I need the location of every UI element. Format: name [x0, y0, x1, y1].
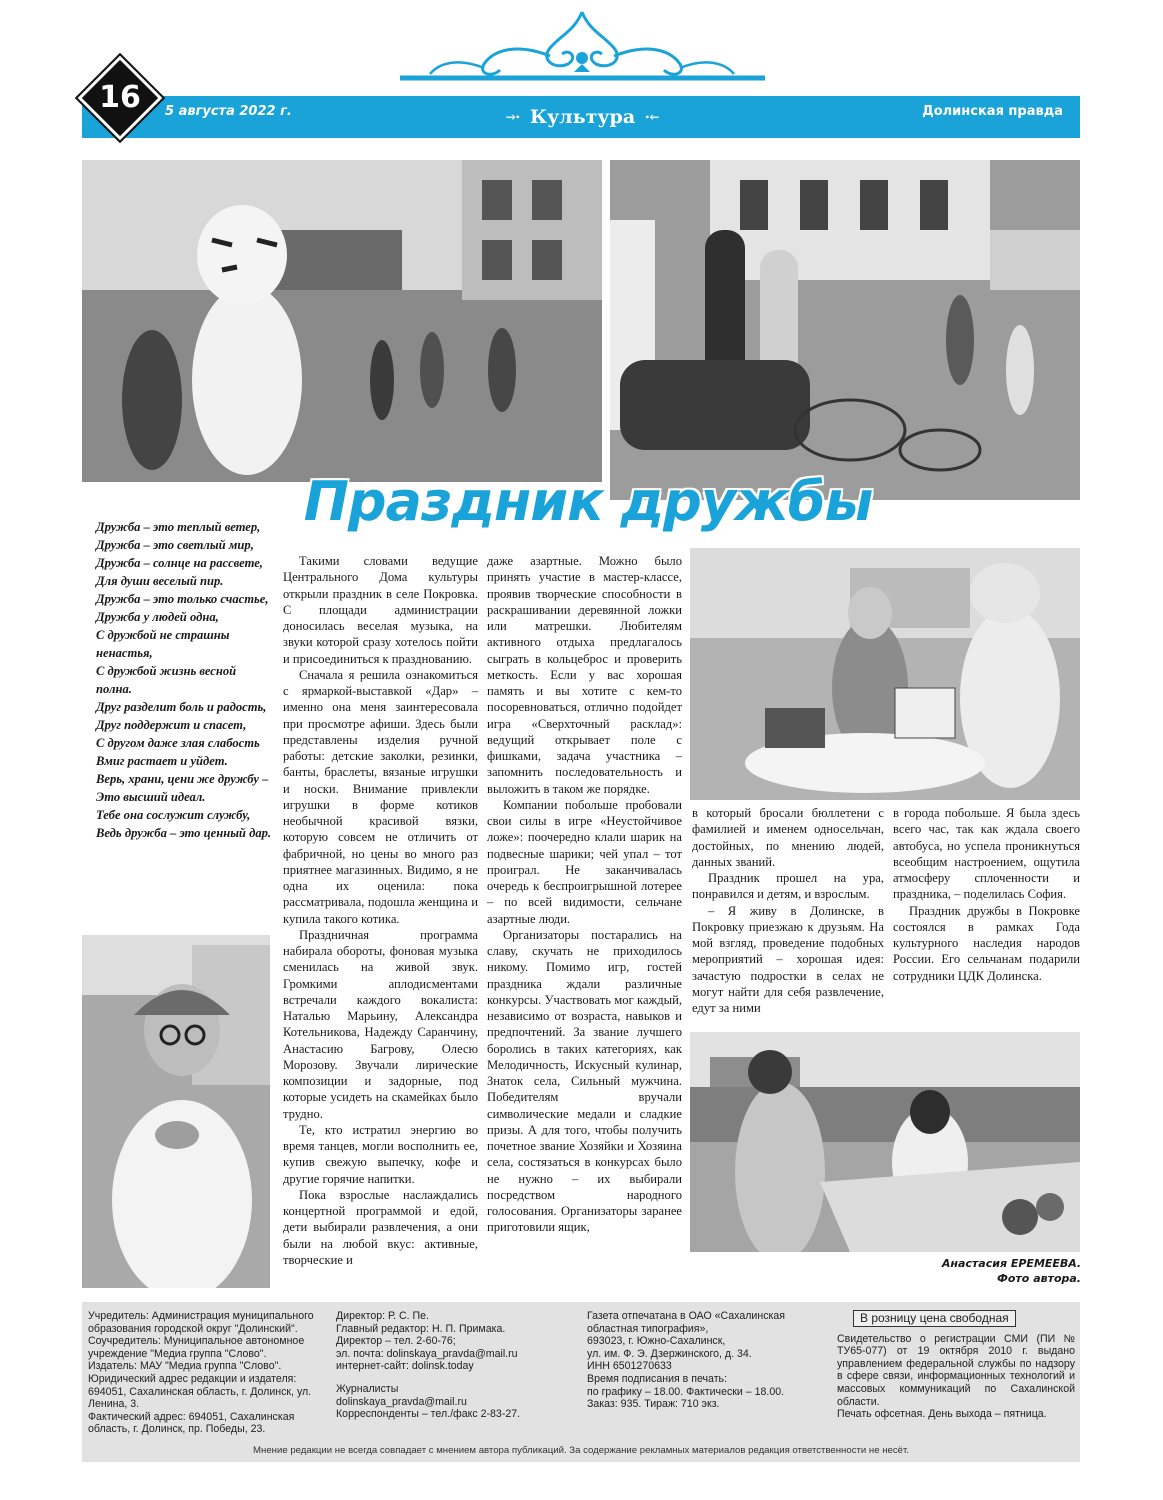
article-paragraph: Сначала я решила ознакомиться с ярмаркой-выставкой «Дар» – именно она меня заинтересовала при просмотре афиши. Здесь были представлены изделия ручной работы: детские заколки, резинки, банты, браслеты, вязаные игрушки и носки. Внимание привлекли игрушки в форме котиков необычной красивой вязки, которую совсем не отличить от фабричной, но цены во много раз приятнее магазинных. Видимо, я не одна их оценила: пока рассматривала, подошла женщина и купила такого котика.	[283, 667, 478, 926]
article-paragraph: Праздник дружбы в Покровке состоялся в рамках Года культурного наследия народов России. Его сельчанам подарили сотрудники ЦДК Долинска.	[893, 903, 1080, 983]
page-number-badge	[78, 56, 162, 140]
poem	[96, 518, 274, 842]
headline: Праздник дружбы	[303, 470, 873, 533]
imprint-line: Газета отпечатана в ОАО «Сахалинская областная типография»,	[587, 1310, 785, 1335]
article-paragraph: даже азартные. Можно было принять участие в мастер-классе, проявив творческие способности в раскрашивании деревянной ложки или матрешки. Любителям активного отдыха предлагалось сыграть в кольцеброс и проверить меткость. Если у вас хорошая память и вы хотите с кем-то посоревноваться, отлично подойдет игра «Сверхточный расклад»: ведущий открывает поле с фишками, задача участника – запомнить последовательность и выложить в таком же порядке.	[487, 554, 682, 796]
article-paragraph: Такими словами ведущие Центрального Дома культуры открыли праздник в селе Покровка. С площади администрации доносилась веселая музыка, на звуки которой сразу хотелось пойти и присоединиться к празднованию.	[283, 554, 478, 666]
article-column-4	[893, 805, 1080, 984]
photo-inflatable-game	[610, 160, 1080, 500]
right-ornament-icon: •⇜	[645, 109, 660, 124]
imprint-line: по графику – 18.00. Фактически – 18.00.	[587, 1385, 785, 1398]
poem-line: Верь, храни, цени же дружбу –	[96, 772, 269, 786]
author-name: Анастасия ЕРЕМЕЕВА.	[941, 1257, 1081, 1270]
section-label	[475, 98, 690, 136]
poem-line: Друг поддержит и спасет,	[96, 718, 247, 732]
imprint-line: Печать офсетная. День выхода – пятница.	[837, 1408, 1047, 1421]
article-paragraph: Пока взрослые наслаждались концертной программой и едой, дети выбирали развлечения, а они были на любой вкус: активные, творческие и	[283, 1187, 478, 1267]
article-column-3	[692, 805, 884, 1016]
article-column-1	[283, 553, 478, 1268]
imprint-line: Учредитель: Администрация муниципального образования городской округ "Долинский".	[88, 1310, 314, 1335]
imprint-line: ИНН 6501270633	[587, 1360, 672, 1373]
poem-line: Ведь дружба – это ценный дар.	[96, 826, 272, 840]
poem-line: Это высший идеал.	[96, 790, 206, 804]
article-paragraph: в города побольше. Я была здесь всего час, так как ждала своего автобуса, но успела проникнуться всеобщим настроением, ощутила атмосферу сплоченности и праздника, – поделилась София.	[893, 806, 1080, 902]
imprint-line: Соучредитель: Муниципальное автономное учреждение "Медиа группа "Слово".	[88, 1335, 305, 1360]
poem-line: Дружба – солнце на рассвете,	[96, 556, 263, 570]
left-ornament-icon: ⇝•	[505, 109, 520, 124]
section-title: Культура	[529, 106, 636, 128]
price-box: В розницу цена свободная	[853, 1310, 1016, 1327]
poem-line: Для души веселый пир.	[96, 574, 224, 588]
disclaimer: Мнение редакции не всегда совпадает с мнением автора публикаций. За содержание рекламных материалов редакция ответственности не несёт.	[253, 1445, 909, 1457]
poem-line: С дружбой не страшны ненастья,	[96, 628, 230, 660]
article-paragraph: Праздничная программа набирала обороты, фоновая музыка сменилась на живой звук. Громкими аплодисментами встречали каждого вокалиста: Наталью Марьину, Александра Котельникова, Надежду Саранчину, Анастасию Багрову, Олесю Морозову. Звучали лирические композиции и задорные, под которые усидеть на скамейках было трудно.	[283, 927, 478, 1121]
imprint-column-4	[837, 1310, 1075, 1421]
imprint-line: Журналисты	[336, 1382, 399, 1395]
poem-line: Тебе она сослужит службу,	[96, 808, 251, 822]
photo-crafts-market	[690, 1032, 1080, 1252]
poem-line: Дружба – это светлый мир,	[96, 538, 254, 552]
imprint-line: 693023, г. Южно-Сахалинск,	[587, 1335, 726, 1348]
poem-line: Дружба у людей одна,	[96, 610, 219, 624]
imprint-column-3	[587, 1310, 825, 1411]
article-paragraph: Те, кто истратил энергию во время танцев, могли восполнить ее, купив свежую выпечку, кофе и другие горячие напитки.	[283, 1122, 478, 1186]
imprint-line: Директор: Р. С. Пе.	[336, 1310, 429, 1322]
imprint-line: dolinskaya_pravda@mail.ru	[336, 1395, 467, 1408]
photo-credit: Фото автора.	[996, 1272, 1081, 1285]
poem-line: Дружба – это теплый ветер,	[96, 520, 261, 534]
imprint-column-1	[88, 1310, 328, 1436]
imprint-line: ул. им. Ф. Э. Дзержинского, д. 34.	[587, 1347, 752, 1360]
article-paragraph: – Я живу в Долинске, в Покровку приезжаю к друзьям. На мой взгляд, проведение подобных мероприятий – хорошая идея: зачастую подростки в селах не могут найти для себя развлечение, едут за ними	[692, 903, 884, 1015]
poem-line: Дружба – это только счастье,	[96, 592, 269, 606]
article-column-2	[487, 553, 682, 1236]
imprint-line: эл. почта: dolinskaya_pravda@mail.ru	[336, 1347, 518, 1360]
newspaper-name: Долинская правда	[922, 104, 1063, 119]
article-paragraph: в который бросали бюллетени с фамилией и именем односельчан, достойных, по мнению людей, данных званий.	[692, 806, 884, 869]
page-number: 16	[99, 80, 141, 115]
poem-line: С дружбой жизнь весной полна.	[96, 664, 237, 696]
imprint-line: Главный редактор: Н. П. Примака.	[336, 1322, 506, 1335]
imprint-line: Издатель: МАУ "Медиа группа "Слово".	[88, 1360, 282, 1373]
photo-fair-table	[690, 548, 1080, 800]
poem-line: С другом даже злая слабость	[96, 736, 260, 750]
imprint-line: Время подписания в печать:	[587, 1372, 728, 1385]
imprint-block	[82, 1302, 1080, 1462]
imprint-line: Фактический адрес: 694051, Сахалинская область, г. Долинск, пр. Победы, 23.	[88, 1410, 295, 1436]
header-ornament	[400, 8, 765, 84]
imprint-line: Юридический адрес редакции и издателя: 694051, Сахалинская область, г. Долинск, ул. Ленина, 3.	[88, 1372, 312, 1411]
photo-girl-portrait	[82, 935, 270, 1288]
imprint-column-2	[336, 1310, 574, 1421]
imprint-line: Корреспонденты – тел./факс 2-83-27.	[336, 1408, 521, 1421]
article-paragraph: Организаторы постарались на славу, скучать не приходилось никому. Помимо игр, гостей праздника ждали различные конкурсы. Участвовать мог каждый, независимо от возраста, навыков и предпочтений. За звание лучшего боролись в таких категориях, как Мелодичность, Искусный кулинар, Знаток села, Сильный мужчина. Победителям вручали символические медали и сладкие призы. А для того, чтобы получить почетное звание Хозяйки и Хозяина села, состязаться в конкурсах было не нужно – их выбирали посредством народного голосования. Организаторы заранее приготовили ящик,	[487, 927, 682, 1235]
issue-date: 5 августа 2022 г.	[165, 104, 292, 119]
article-credit	[942, 1256, 1081, 1286]
imprint-line: Директор – тел. 2-60-76;	[336, 1335, 456, 1348]
poem-line: Друг разделит боль и радость,	[96, 700, 267, 714]
imprint-line: интернет-сайт: dolinsk.today	[336, 1360, 474, 1373]
imprint-line: Заказ: 935. Тираж: 710 экз.	[587, 1398, 720, 1411]
imprint-line: Свидетельство о регистрации СМИ (ПИ № ТУ65-077) от 19 октября 2010 г. выдано управлением федеральной службы по надзору в сфере связи, информационных технологий и массовых коммуникаций по Сахалинской области.	[837, 1332, 1075, 1408]
poem-line: Вмиг растает и уйдет.	[96, 754, 228, 768]
article-paragraph: Компании побольше пробовали свои силы в игре «Неустойчивое ложе»: поочередно клали шарик на подвесные шарики; чей упал – тот проиграл. Не заканчивалась очередь к беспроигрышной лотерее – по всей видимости, сельчане азартные люди.	[487, 797, 682, 926]
photo-tiger-mascot	[82, 160, 602, 482]
article-paragraph: Праздник прошел на ура, понравился и детям, и взрослым.	[692, 871, 884, 902]
